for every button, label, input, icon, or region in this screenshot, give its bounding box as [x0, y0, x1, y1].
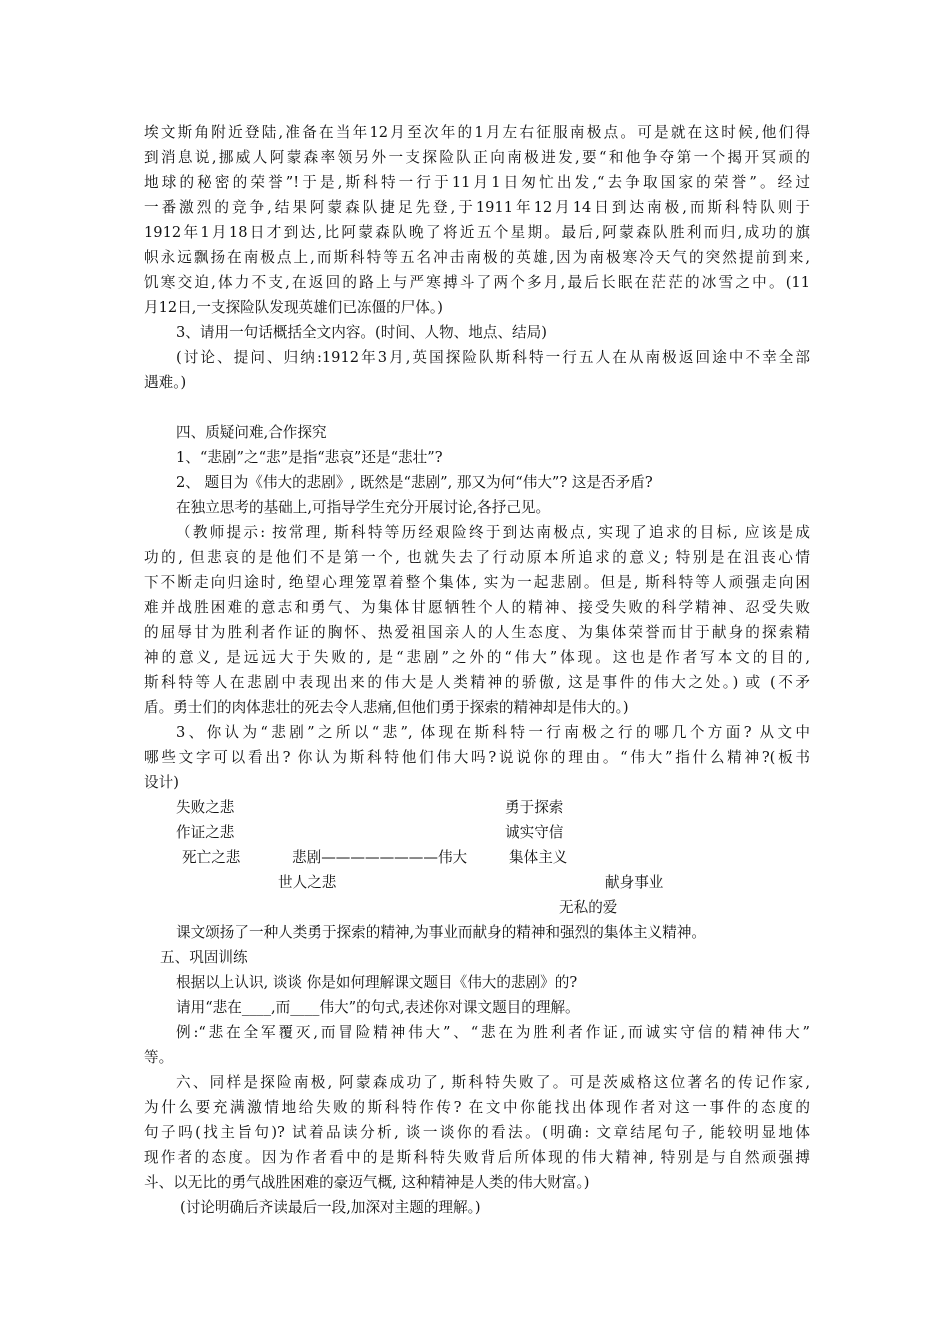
section-4-question-3: 3、你认为“悲剧”之所以“悲”, 体现在斯科特一行南极之行的哪几个方面? 从文中 — [176, 724, 810, 741]
section-5-example: 例:“悲在全军覆灭,而冒险精神伟大”、“悲在为胜利者作证,而诚实守信的精神伟大” — [176, 1024, 810, 1041]
teacher-hint-line: 盾。勇士们的肉体悲壮的死去令人悲痛,但他们勇于探索的精神却是伟大的。) — [144, 699, 629, 716]
paragraph-line: 1912年1月18日才到达,比阿蒙森队晚了将近五个星期。最后,阿蒙森队胜利而归,成功的旗 — [144, 224, 810, 241]
teacher-hint-line: 难并战胜困难的意志和勇气、为集体甘愿牺牲个人的精神、接受失败的科学精神、忍受失败 — [144, 599, 810, 616]
section-6-line: 六、同样是探险南极, 阿蒙森成功了, 斯科特失败了。可是茨威格这位著名的传记作家, — [176, 1074, 810, 1091]
section-5-line: 根据以上认识, 谈谈 你是如何理解课文题目《伟大的悲剧》的? — [176, 974, 578, 991]
teacher-hint-line: 功的, 但悲哀的是他们不是第一个, 也就失去了行动原本所追求的意义; 特别是在沮丧心情 — [144, 549, 810, 566]
section-5-line: 请用“悲在____,而____伟大”的句式,表述你对课文题目的理解。 — [176, 999, 580, 1016]
board-center: 悲剧————————伟大 — [292, 849, 468, 866]
board-sad-item: 失败之悲 — [176, 799, 235, 816]
teacher-hint-line: 斯科特等人在悲剧中表现出来的伟大是人类精神的骄傲, 这是事件的伟大之处。) 或 (不矛 — [144, 674, 810, 691]
board-great-item: 献身事业 — [605, 874, 664, 891]
board-sad-item: 作证之悲 — [176, 824, 235, 841]
teacher-hint-line: 神的意义, 是远远大于失败的, 是“悲剧”之外的“伟大”体现。这也是作者写本文的目的, — [144, 649, 810, 666]
paragraph-line: 埃文斯角附近登陆,准备在当年12月至次年的1月左右征服南极点。可是就在这时候,他们得 — [144, 124, 810, 141]
section-6-line: 现作者的态度。因为作者看中的是斯科特失败背后所体现的伟大精神, 特别是与自然顽强搏 — [144, 1149, 810, 1166]
paragraph-line: 一番激烈的竞争,结果阿蒙森队捷足先登,于1911年12月14日到达南极,而斯科特队则于 — [144, 199, 810, 216]
board-sad-item: 死亡之悲 — [182, 849, 241, 866]
board-great-item: 诚实守信 — [505, 824, 564, 841]
question-3-answer: 遇难。) — [144, 374, 187, 391]
section-4-note: 在独立思考的基础上,可指导学生充分开展讨论,各抒己见。 — [176, 499, 551, 516]
summary: 课文颂扬了一种人类勇于探索的精神,为事业而献身的精神和强烈的集体主义精神。 — [176, 924, 707, 941]
section-6-line: 为什么要充满激情地给失败的斯科特作传? 在文中你能找出体现作者对这一事件的态度的 — [144, 1099, 810, 1116]
board-great-item: 集体主义 — [509, 849, 568, 866]
teacher-hint-line: 下不断走向归途时, 绝望心理笼罩着整个集体, 实为一起悲剧。但是, 斯科特等人顽强走向困 — [144, 574, 810, 591]
question-3-answer: (讨论、提问、归纳:1912年3月,英国探险队斯科特一行五人在从南极返回途中不幸全部 — [176, 349, 810, 366]
board-great-item: 无私的爱 — [559, 899, 618, 916]
paragraph-line: 到消息说,挪威人阿蒙森率领另外一支探险队正向南极进发,要“和他争夺第一个揭开冥顽的 — [144, 149, 810, 166]
section-5-example: 等。 — [144, 1049, 174, 1066]
section-6-line: 斗、以无比的勇气战胜困难的豪迈气概, 这种精神是人类的伟大财富。) — [144, 1174, 590, 1191]
section-4-question-1: 1、“悲剧”之“悲”是指“悲哀”还是“悲壮”? — [176, 449, 443, 466]
section-4-question-2: 2、 题目为《伟大的悲剧》, 既然是“悲剧”, 那又为何“伟大”? 这是否矛盾? — [176, 474, 653, 491]
paragraph-line: 帜永远飘扬在南极点上,而斯科特等五名冲击南极的英雄,因为南极寒冷天气的突然提前到来, — [144, 249, 810, 266]
paragraph-line: 月12日,一支探险队发现英雄们已冻僵的尸体。) — [144, 299, 443, 316]
closing-note: (讨论明确后齐读最后一段,加深对主题的理解。) — [180, 1199, 481, 1216]
section-4-question-3: 哪些文字可以看出? 你认为斯科特他们伟大吗?说说你的理由。“伟大”指什么精神?(板书 — [144, 749, 810, 766]
teacher-hint-line: （教师提示: 按常理, 斯科特等历经艰险终于到达南极点, 实现了追求的目标, 应该是成 — [176, 524, 810, 541]
teacher-hint-line: 的屈辱甘为胜利者作证的胸怀、热爱祖国亲人的人生态度、为集体荣誉而甘于献身的探索精 — [144, 624, 810, 641]
section-6-line: 句子吗(找主旨句)? 试着品读分析, 谈一谈你的看法。(明确: 文章结尾句子, 能较明显地体 — [144, 1124, 810, 1141]
paragraph-line: 饥寒交迫,体力不支,在返回的路上与严寒搏斗了两个多月,最后长眠在茫茫的冰雪之中。(11 — [144, 274, 810, 291]
board-great-item: 勇于探索 — [505, 799, 564, 816]
section-5-title: 五、巩固训练 — [160, 949, 248, 966]
section-4-question-3: 设计) — [144, 774, 179, 791]
question-3: 3、请用一句话概括全文内容。(时间、人物、地点、结局) — [176, 324, 547, 341]
section-4-title: 四、质疑问难,合作探究 — [176, 424, 327, 441]
board-sad-item: 世人之悲 — [278, 874, 337, 891]
paragraph-line: 地球的秘密的荣誉”!于是,斯科特一行于11月1日匆忙出发,“去争取国家的荣誉”。经过 — [144, 174, 810, 191]
